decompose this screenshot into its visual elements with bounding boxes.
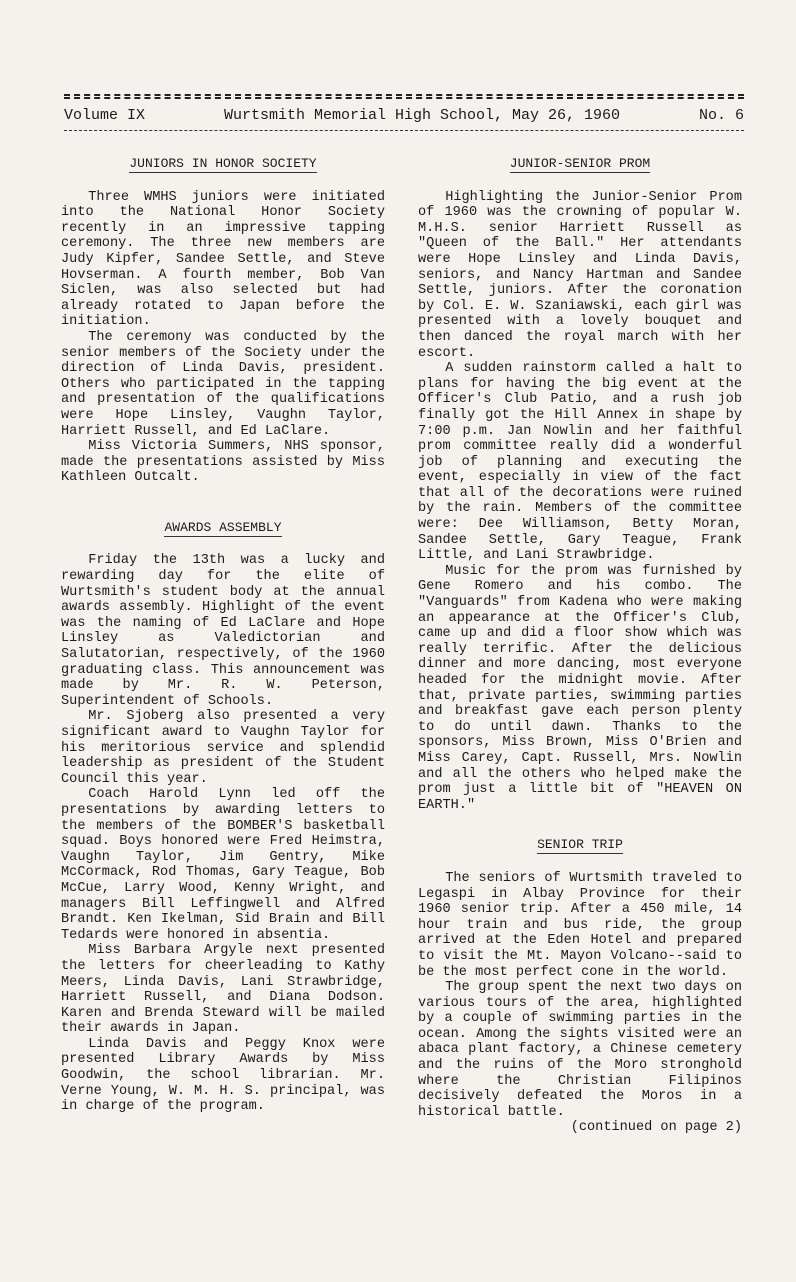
masthead-bottom-rule: [64, 130, 744, 131]
awards-paragraph: Miss Barbara Argyle next presented the letters for cheerleading to Kathy Meers, Linda Davis, Lani Strawbridge, Harriett Russell, and Diana Dodson. Karen and Brenda Steward will be mailed their awards in Japan.: [61, 943, 385, 1037]
prom-paragraph: A sudden rainstorm called a halt to plans for having the big event at the Officer's Club Patio, and a rush job finally got the Hill Annex in shape by 7:00 p.m. Jan Nowlin and her faithful prom committee really did a wonderful job of planning and executing the event, especially in view of the fact that all of the decorations were ruined by the rain. Members of the committee were: Dee Williamson, Betty Moran, Sandee Settle, Gary Teague, Frank Little, and Lani Strawbridge.: [418, 361, 742, 564]
continued-note: (continued on page 2): [570, 1120, 742, 1136]
right-column: [418, 150, 742, 1136]
senior-trip-title: SENIOR TRIP: [537, 837, 623, 853]
awards-paragraph: Coach Harold Lynn led off the presentations by awarding letters to the members of the BOMBER'S basketball squad. Boys honored were Fred Heimstra, Vaughn Taylor, Jim Gentry, Mike McCormack, Rod Thomas, Gary Teague, Bob McCue, Larry Wood, Kenny Wright, and managers Bill Leffingwell and Alfred Brandt. Ken Ikelman, Sid Brain and Bill Tedards were honored in absentia.: [61, 787, 385, 943]
volume-label: Volume IX: [64, 106, 146, 124]
prom-title: JUNIOR-SENIOR PROM: [509, 156, 651, 171]
issue-number: No. 6: [698, 106, 744, 124]
awards-paragraph: Friday the 13th was a lucky and rewarding day for the elite of Wurtsmith's student body at the annual awards assembly. Highlight of the event was the naming of Ed LaClare and Hope Linsley as Valedictorian and Salutatorian, respectively, of the 1960 graduating class. This announcement was made by Mr. R. W. Peterson, Superintendent of Schools.: [61, 553, 385, 709]
awards-assembly-title: AWARDS ASSEMBLY: [164, 519, 282, 535]
school-date-label: Wurtsmith Memorial High School, May 26, 1960: [223, 106, 621, 124]
honor-society-paragraph: Three WMHS juniors were initiated into the National Honor Society recently in an impressive tapping ceremony. The three new members are Judy Kipfer, Sandee Settle, and Steve Hovserman. A fourth member, Bob Van Siclen, was also selected but had already rotated to Japan before the initiation.: [61, 189, 385, 330]
prom-paragraph: Music for the prom was furnished by Gene Romero and his combo. The "Vanguards" from Kadena who were making an appearance at the Officer's Club, came up and did a floor show which was really terrific. After the delicious dinner and more dancing, most everyone headed for the midnight movie. After that, private parties, swimming parties and breakfast gave each person plenty to do until dawn. Thanks to the sponsors, Miss Brown, Miss O'Brien and Miss Carey, Capt. Russell, Mrs. Nowlin and all the others who helped make the prom just a little bit of "HEAVEN ON EARTH.": [418, 563, 742, 813]
masthead: [64, 104, 744, 126]
masthead-top-rule: [64, 94, 744, 99]
senior-trip-paragraph: The seniors of Wurtsmith traveled to Legaspi in Albay Province for their 1960 senior trip. After a 450 mile, 14 hour train and bus ride, the group arrived at the Eden Hotel and prepared to visit the Mt. Mayon Volcano--said to be the most perfect cone in the world.: [418, 870, 742, 980]
left-column: [61, 150, 385, 1115]
prom-paragraph: Highlighting the Junior-Senior Prom of 1960 was the crowning of popular W. M.H.S. senior Harriett Russell as "Queen of the Ball." Her attendants were Hope Linsley and Linda Davis, seniors, and Nancy Hartman and Sandee Settle, juniors. After the coronation by Col. E. W. Szaniawski, each girl was presented with a lovely bouquet and then danced the royal march with her escort.: [418, 189, 742, 361]
honor-society-paragraph: Miss Victoria Summers, NHS sponsor, made the presentations assisted by Miss Kathleen Outcalt.: [61, 439, 385, 486]
senior-trip-paragraph: The group spent the next two days on various tours of the area, highlighted by a couple of swimming parties in the ocean. Among the sights visited were an abaca plant factory, a Chinese cemetery and the ruins of the Moro stronghold where the Christian Filipinos decisively defeated the Moros in a historical battle.: [418, 980, 742, 1120]
honor-society-paragraph: The ceremony was conducted by the senior members of the Society under the direction of Linda Davis, president. Others who participated in the tapping and presentation of the qualifications were Hope Linsley, Vaughn Taylor, Harriett Russell, and Ed LaClare.: [61, 329, 385, 439]
awards-paragraph: Linda Davis and Peggy Knox were presented Library Awards by Miss Goodwin, the school librarian. Mr. Verne Young, W. M. H. S. principal, was in charge of the program.: [61, 1036, 385, 1115]
awards-paragraph: Mr. Sjoberg also presented a very significant award to Vaughn Taylor for his meritorious service and splendid leadership as president of the Student Council this year.: [61, 709, 385, 787]
honor-society-title: JUNIORS IN HONOR SOCIETY: [129, 156, 317, 171]
